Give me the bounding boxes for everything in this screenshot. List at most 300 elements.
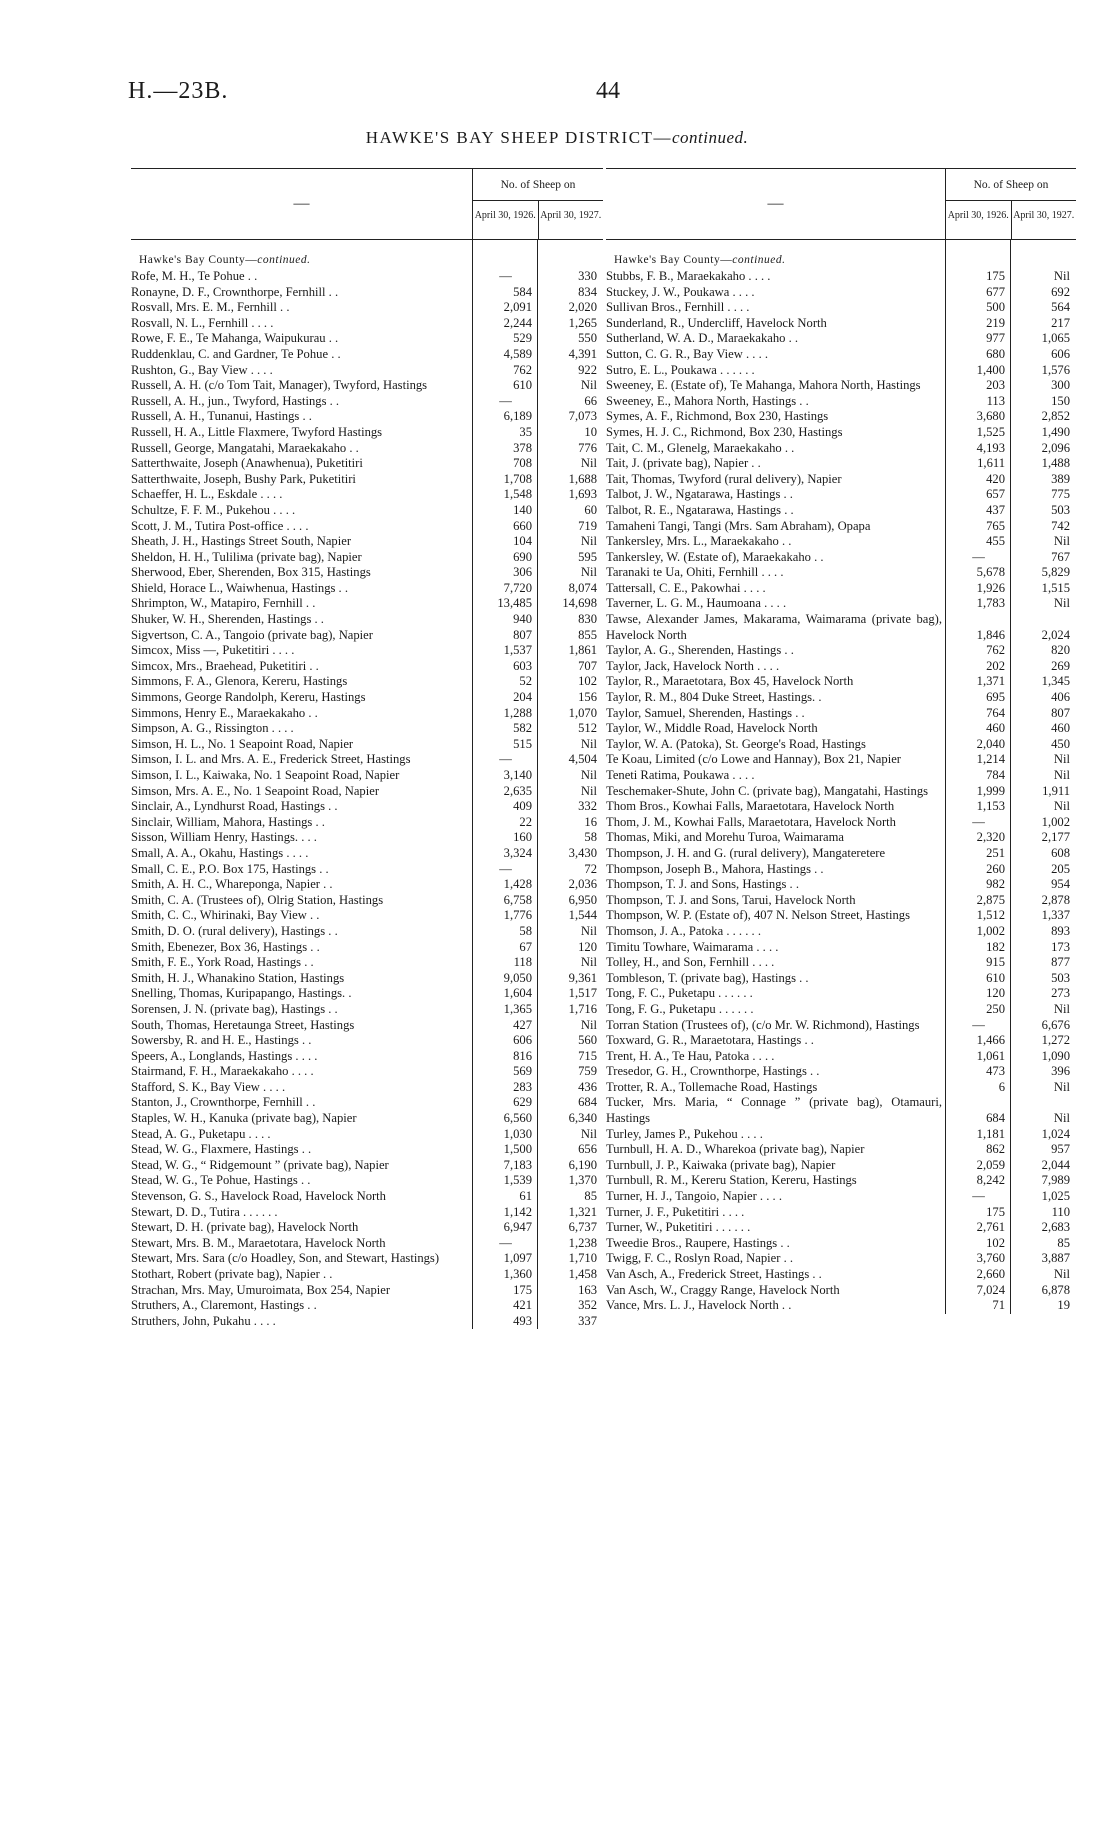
sheep-1927-value: 1,716 — [568, 1001, 597, 1016]
sheep-1926-value: 2,244 — [503, 315, 532, 330]
table-row — [606, 815, 1076, 831]
holder-name-address: Teschemaker-Shute, John C. (private bag), Mangatahi, Hastings — [606, 783, 929, 798]
holder-name-address: Sheath, J. H., Hastings Street South, Napier — [131, 534, 352, 549]
table-row — [131, 924, 603, 940]
holder-name-address: Shuker, W. H., Sherenden, Hastings . . — [131, 612, 324, 627]
holder-name-address: Sullivan Bros., Fernhill . . . . — [606, 300, 750, 315]
holder-name-address: Simmons, Henry E., Maraekakaho . . — [131, 705, 318, 720]
table-row — [606, 1095, 1076, 1126]
table-row — [131, 550, 603, 566]
sheep-1926-value: 610 — [986, 970, 1005, 985]
holder-name-address: Van Asch, W., Craggy Range, Havelock North — [606, 1282, 840, 1297]
sheep-1927-value: 608 — [1051, 845, 1070, 860]
table-row — [131, 347, 603, 363]
table-row — [606, 441, 1076, 457]
sheep-1927-value: 692 — [1051, 284, 1070, 299]
sheep-1926-value: 765 — [986, 518, 1005, 533]
sheep-1927-value: Nil — [580, 1126, 597, 1141]
sheep-1927-value: 656 — [578, 1142, 597, 1157]
table-row — [131, 1220, 603, 1236]
table-row — [606, 596, 1076, 612]
sheep-1927-value: 1,070 — [568, 705, 597, 720]
holder-name-address: Taylor, A. G., Sherenden, Hastings . . — [606, 643, 794, 658]
sheep-1926-value: 4,589 — [503, 346, 532, 361]
sheep-1927-value: Nil — [1053, 534, 1070, 549]
holder-name-address: Turner, H. J., Tangoio, Napier . . . . — [606, 1189, 782, 1204]
table-row — [606, 1251, 1076, 1267]
table-row — [606, 394, 1076, 410]
sheep-1927-value: 957 — [1051, 1142, 1070, 1157]
holder-name-address: Sutro, E. L., Poukawa . . . . . . — [606, 362, 755, 377]
holder-name-address: Schultze, F. F. M., Pukehou . . . . — [131, 502, 296, 517]
holder-name-address: Smith, C. A. (Trustees of), Olrig Station, Hastings — [131, 892, 384, 907]
table-row — [131, 1298, 603, 1314]
table-row — [606, 1018, 1076, 1034]
district-title — [0, 128, 1114, 148]
holder-name-address: Turner, J. F., Puketitiri . . . . — [606, 1204, 745, 1219]
holder-name-address: Trent, H. A., Te Hau, Patoka . . . . — [606, 1048, 775, 1063]
holder-name-address: Tweedie Bros., Raupere, Hastings . . — [606, 1235, 790, 1250]
sheep-1926-value: 1,061 — [976, 1048, 1005, 1063]
table-row — [131, 830, 603, 846]
table-row — [131, 643, 603, 659]
table-header — [131, 168, 603, 240]
holder-name-address: Russell, George, Mangatahi, Maraekakaho . . — [131, 440, 359, 455]
sheep-1926-value: 1,512 — [976, 908, 1005, 923]
table-header — [606, 168, 1076, 240]
sheep-1926-value: 3,140 — [503, 768, 532, 782]
holder-name-address: Rowe, F. E., Te Mahanga, Waipukurau . . — [131, 331, 339, 346]
table-row — [606, 1283, 1076, 1299]
sheep-1926-value: 7,024 — [976, 1282, 1005, 1297]
table-row — [606, 908, 1076, 924]
sheep-1926-value: 1,783 — [976, 596, 1005, 611]
sheep-1926-value: 695 — [986, 690, 1005, 705]
holder-name-address: Snelling, Thomas, Kuripapango, Hastings. . — [131, 986, 352, 1001]
sheep-1927-value: 436 — [578, 1079, 597, 1094]
year-1927-header: April 30, 1927. — [540, 210, 602, 221]
sheep-1927-value: 2,878 — [1041, 892, 1070, 907]
sheep-1927-value: 1,488 — [1041, 456, 1070, 471]
sheep-1926-value: 204 — [513, 690, 532, 705]
sheep-1927-value: 205 — [1051, 861, 1070, 876]
holder-name-address: Turner, W., Puketitiri . . . . . . — [606, 1220, 751, 1235]
sheep-1926-value: 1,214 — [976, 752, 1005, 767]
sheep-1926-value: 437 — [986, 502, 1005, 517]
sheep-1927-value: Nil — [580, 534, 597, 549]
holder-name-address: Tankersley, W. (Estate of), Maraekakaho . . — [606, 549, 824, 564]
holder-name-address: Stead, W. G., Te Pohue, Hastings . . — [131, 1173, 311, 1188]
sheep-1927-value: 66 — [584, 393, 597, 408]
table-row — [131, 1049, 603, 1065]
sheep-1926-value: 120 — [986, 986, 1005, 1001]
sheep-1926-value: 1,776 — [503, 908, 532, 923]
holder-name-address: Simmons, George Randolph, Kereru, Hastings — [131, 690, 366, 705]
left-column-table — [131, 168, 603, 1329]
holder-name-address: Smith, D. O. (rural delivery), Hastings . . — [131, 923, 338, 938]
table-row — [131, 1189, 603, 1205]
table-row — [131, 519, 603, 535]
table-body — [606, 240, 1076, 1314]
district-title-continued: continued. — [671, 128, 749, 147]
table-row — [131, 815, 603, 831]
holder-name-address: Sigvertson, C. A., Tangoio (private bag), Napier — [131, 627, 373, 642]
table-row — [606, 378, 1076, 394]
holder-name-address: Sheldon, H. H., Tuliliма (private bag), Napier — [131, 549, 362, 564]
table-row — [131, 1158, 603, 1174]
sheep-1927-value: 1,321 — [568, 1204, 597, 1219]
sheep-1927-value: 1,490 — [1041, 424, 1070, 439]
sheep-1927-value: 512 — [578, 721, 597, 736]
sheep-1927-value: 4,391 — [568, 346, 597, 361]
holder-name-address: Russell, A. H., jun., Twyford, Hastings . . — [131, 393, 340, 408]
sheep-1926-value: 2,059 — [976, 1157, 1005, 1172]
document-reference: H.—23B. — [128, 78, 229, 104]
holder-name-address: Sweeney, E. (Estate of), Te Mahanga, Mahora North, Hastings — [606, 378, 921, 393]
sheep-1927-value: 560 — [578, 1033, 597, 1048]
sheep-1927-value: 85 — [1057, 1235, 1070, 1250]
sheep-1926-value: 807 — [513, 627, 532, 642]
holder-name-address: Smith, F. E., York Road, Hastings . . — [131, 955, 314, 970]
sheep-1927-value: 273 — [1051, 986, 1070, 1001]
table-row — [131, 659, 603, 675]
sheep-1927-value: 19 — [1057, 1298, 1070, 1313]
holder-name-address: Shield, Horace L., Waiwhenua, Hastings . . — [131, 580, 348, 595]
holder-name-address: Simson, I. L. and Mrs. A. E., Frederick Street, Hastings — [131, 752, 411, 767]
sheep-1927-value: 9,361 — [568, 970, 597, 985]
sheep-1927-value: 830 — [578, 612, 597, 627]
sheep-1927-value: 684 — [578, 1095, 597, 1110]
table-row — [606, 487, 1076, 503]
sheep-1927-value: 1,272 — [1041, 1033, 1070, 1048]
table-row — [606, 409, 1076, 425]
sheep-count-header — [946, 169, 1076, 239]
holder-name-address: Taylor, Jack, Havelock North . . . . — [606, 658, 780, 673]
holder-name-address: Sinclair, William, Mahora, Hastings . . — [131, 814, 325, 829]
holder-name-address: Tombleson, T. (private bag), Hastings . . — [606, 970, 809, 985]
holder-name-address: Simcox, Miss —, Puketitiri . . . . — [131, 643, 295, 658]
table-row — [606, 1142, 1076, 1158]
sheep-1927-value: Nil — [580, 736, 597, 751]
year-1926-header: April 30, 1926. — [946, 201, 1012, 239]
sheep-1926-value: 1,999 — [976, 783, 1005, 798]
sheep-1927-value: 14,698 — [562, 596, 597, 611]
sheep-1927-value: 606 — [1051, 346, 1070, 361]
sheep-1927-value: 1,090 — [1041, 1048, 1070, 1063]
name-column-header: — — [131, 169, 473, 239]
table-row — [606, 503, 1076, 519]
sheep-1927-value: 1,517 — [568, 986, 597, 1001]
sheep-1927-value: 1,370 — [568, 1173, 597, 1188]
sheep-1926-value: 260 — [986, 861, 1005, 876]
year-1926-header: April 30, 1926. — [473, 201, 539, 239]
table-row — [131, 1205, 603, 1221]
table-row — [131, 581, 603, 597]
sheep-1927-value: 337 — [578, 1313, 597, 1328]
holder-name-address: Thompson, W. P. (Estate of), 407 N. Nelson Street, Hastings — [606, 908, 910, 923]
sheep-1927-value: 352 — [578, 1298, 597, 1313]
sheep-1927-value: 7,073 — [568, 409, 597, 424]
holder-name-address: Stewart, Mrs. Sara (c/o Hoadley, Son, and Stewart, Hastings) — [131, 1251, 440, 1266]
table-row — [606, 565, 1076, 581]
table-row — [131, 674, 603, 690]
table-row — [131, 456, 603, 472]
sheep-1927-value: 6,190 — [568, 1157, 597, 1172]
sheep-1927-value: 1,710 — [568, 1251, 597, 1266]
table-row — [606, 986, 1076, 1002]
sheep-1927-value: 550 — [578, 331, 597, 346]
holder-name-address: Taylor, W. A. (Patoka), St. George's Road, Hastings — [606, 736, 866, 751]
sheep-1927-value: 893 — [1051, 923, 1070, 938]
sheep-1927-value: 8,074 — [568, 580, 597, 595]
table-row — [606, 1173, 1076, 1189]
sheep-1926-value: 493 — [513, 1313, 532, 1328]
holder-name-address: Tait, Thomas, Twyford (rural delivery), Napier — [606, 471, 842, 486]
county-heading — [131, 252, 603, 269]
table-row — [606, 550, 1076, 566]
sheep-1927-value: 719 — [578, 518, 597, 533]
page-number: 44 — [596, 78, 620, 104]
sheep-1927-value: Nil — [1053, 752, 1070, 767]
table-row — [131, 628, 603, 644]
holder-name-address: Talbot, J. W., Ngatarawa, Hastings . . — [606, 487, 793, 502]
sheep-1927-value: 6,950 — [568, 892, 597, 907]
table-row — [131, 1142, 603, 1158]
holder-name-address: Smith, H. J., Whanakino Station, Hastings — [131, 970, 345, 985]
holder-name-address: Smith, A. H. C., Whareponga, Napier . . — [131, 877, 333, 892]
sheep-1927-value: Nil — [1053, 1001, 1070, 1016]
table-row — [606, 1080, 1076, 1096]
table-row — [131, 1033, 603, 1049]
sheep-1926-value: 2,635 — [503, 783, 532, 798]
sheep-1927-value: Nil — [580, 565, 597, 580]
sheep-1927-value: 595 — [578, 549, 597, 564]
holder-name-address: Stead, W. G., “ Ridgemount ” (private bag), Napier — [131, 1157, 389, 1172]
sheep-1926-value: 61 — [519, 1189, 532, 1204]
table-row — [131, 363, 603, 379]
holder-name-address: Simson, H. L., No. 1 Seapoint Road, Napier — [131, 736, 354, 751]
holder-name-address: Vance, Mrs. L. J., Havelock North . . — [606, 1298, 792, 1313]
sheep-1926-value: 2,660 — [976, 1267, 1005, 1281]
table-row — [131, 1236, 603, 1252]
sheep-1927-value: 776 — [578, 440, 597, 455]
holder-name-address: Tucker, Mrs. Maria, “ Connage ” (private bag), Otamauri, Hastings — [606, 1095, 942, 1126]
sheep-1926-value: — — [972, 1017, 985, 1032]
holder-name-address: Stead, A. G., Puketapu . . . . — [131, 1126, 271, 1141]
holder-name-address: Strachan, Mrs. May, Umuroimata, Box 254, Napier — [131, 1282, 391, 1297]
year-1927-header: April 30, 1927. — [1013, 210, 1075, 221]
holder-name-address: Russell, A. H. (c/o Tom Tait, Manager), Twyford, Hastings — [131, 378, 428, 393]
sheep-1927-value: 60 — [584, 502, 597, 517]
sheep-1926-value: 160 — [513, 830, 532, 845]
holder-name-address: Taylor, W., Middle Road, Havelock North — [606, 721, 818, 736]
sheep-1926-value: 13,485 — [497, 596, 532, 611]
sheep-1927-value: 1,693 — [568, 487, 597, 502]
sheep-1927-value: 1,024 — [1041, 1126, 1070, 1141]
holder-name-address: Timitu Towhare, Waimarama . . . . — [606, 939, 779, 954]
table-row — [606, 799, 1076, 815]
holder-name-address: Sutherland, W. A. D., Maraekakaho . . — [606, 331, 799, 346]
sheep-1926-value: 1,365 — [503, 1001, 532, 1016]
holder-name-address: Thompson, T. J. and Sons, Tarui, Havelock North — [606, 892, 856, 907]
table-row — [131, 752, 603, 768]
sheep-1926-value: 71 — [992, 1298, 1005, 1313]
sheep-1926-value: 762 — [513, 362, 532, 377]
sheep-1927-value: 503 — [1051, 502, 1070, 517]
holder-name-address: Rosvall, N. L., Fernhill . . . . — [131, 315, 274, 330]
table-row — [131, 1095, 603, 1111]
sheep-1926-value: 2,091 — [503, 300, 532, 315]
table-row — [131, 300, 603, 316]
table-row — [606, 955, 1076, 971]
holder-name-address: Sunderland, R., Undercliff, Havelock North — [606, 315, 827, 330]
sheep-1927-value: 396 — [1051, 1064, 1070, 1079]
sheep-1926-value: 1,846 — [976, 627, 1005, 642]
sheep-1927-value: 102 — [578, 674, 597, 689]
sheep-1927-value: 16 — [584, 814, 597, 829]
table-row — [606, 877, 1076, 893]
sheep-1927-value: 1,065 — [1041, 331, 1070, 346]
holder-name-address: Satterthwaite, Joseph, Bushy Park, Puketitiri — [131, 471, 356, 486]
sheep-1927-value: 855 — [578, 627, 597, 642]
sheep-1926-value: 1,537 — [503, 643, 532, 658]
sheep-1926-value: 1,097 — [503, 1251, 532, 1266]
sheep-1927-value: 2,683 — [1041, 1220, 1070, 1235]
table-row — [606, 830, 1076, 846]
sheep-1926-value: 603 — [513, 658, 532, 673]
sheep-1927-value: 2,044 — [1041, 1157, 1070, 1172]
sheep-1926-value: 118 — [513, 955, 532, 970]
sheep-1927-value: 2,852 — [1041, 409, 1070, 424]
table-row — [131, 269, 603, 285]
sheep-1927-value: 922 — [578, 362, 597, 377]
table-row — [131, 1080, 603, 1096]
holder-name-address: Simcox, Mrs., Braehead, Puketitiri . . — [131, 658, 319, 673]
holder-name-address: Smith, Ebenezer, Box 36, Hastings . . — [131, 939, 320, 954]
holder-name-address: Stairmand, F. H., Maraekakaho . . . . — [131, 1064, 314, 1079]
table-row — [131, 955, 603, 971]
table-row — [606, 269, 1076, 285]
holder-name-address: Stewart, D. D., Tutira . . . . . . — [131, 1204, 278, 1219]
table-row — [131, 1064, 603, 1080]
table-row — [606, 924, 1076, 940]
table-row — [606, 456, 1076, 472]
sheep-1927-value: 807 — [1051, 705, 1070, 720]
sheep-1926-value: 708 — [513, 456, 532, 471]
sheep-1927-value: 1,337 — [1041, 908, 1070, 923]
table-row — [606, 472, 1076, 488]
table-row — [606, 1189, 1076, 1205]
sheep-1927-value: 460 — [1051, 721, 1070, 736]
sheep-1927-value: Nil — [1053, 1079, 1070, 1094]
sheep-1927-value: 1,238 — [568, 1235, 597, 1250]
sheep-1926-value: 677 — [986, 284, 1005, 299]
table-row — [131, 893, 603, 909]
sheep-1926-value: 684 — [986, 1111, 1005, 1126]
sheep-1926-value: — — [499, 269, 512, 283]
sheep-1926-value: 22 — [519, 814, 532, 829]
table-row — [606, 862, 1076, 878]
holder-name-address: Symes, H. J. C., Richmond, Box 230, Hastings — [606, 424, 843, 439]
table-row — [606, 893, 1076, 909]
sheep-1926-value: 1,181 — [976, 1126, 1005, 1141]
sheep-1927-value: Nil — [1053, 799, 1070, 814]
county-continued: continued. — [732, 254, 786, 266]
table-row — [606, 519, 1076, 535]
sheep-1926-value: 1,288 — [503, 705, 532, 720]
sheep-1926-value: 610 — [513, 378, 532, 393]
sheep-1926-value: 1,525 — [976, 424, 1005, 439]
sheep-1927-value: Nil — [1053, 596, 1070, 611]
sheep-1927-value: 150 — [1051, 393, 1070, 408]
table-row — [131, 378, 603, 394]
table-row — [606, 331, 1076, 347]
holder-name-address: Russell, H. A., Little Flaxmere, Twyford Hastings — [131, 424, 383, 439]
sheep-1926-value: 940 — [513, 612, 532, 627]
sheep-1926-value: 58 — [519, 923, 532, 938]
holder-name-address: Rushton, G., Bay View . . . . — [131, 362, 273, 377]
sheep-1926-value: — — [499, 752, 512, 767]
sheep-1926-value: 306 — [513, 565, 532, 580]
table-row — [606, 534, 1076, 550]
holder-name-address: Tong, F. C., Puketapu . . . . . . — [606, 986, 753, 1001]
sheep-1927-value: 217 — [1051, 315, 1070, 330]
sheep-1926-value: 657 — [986, 487, 1005, 502]
sheep-1927-value: 1,345 — [1041, 674, 1070, 689]
sheep-1926-value: 455 — [986, 534, 1005, 549]
table-row — [606, 1220, 1076, 1236]
sheep-1927-value: 5,829 — [1041, 565, 1070, 580]
sheep-1927-value: Nil — [580, 456, 597, 471]
sheep-1927-value: 110 — [1051, 1204, 1070, 1219]
holder-name-address: Symes, A. F., Richmond, Box 230, Hastings — [606, 409, 829, 424]
table-row — [131, 1018, 603, 1034]
table-row — [131, 986, 603, 1002]
sheep-1926-value: 35 — [519, 424, 532, 439]
table-row — [131, 472, 603, 488]
table-row — [131, 706, 603, 722]
table-row — [131, 394, 603, 410]
county-heading — [606, 252, 1076, 269]
sheep-1926-value: 690 — [513, 549, 532, 564]
sheep-1927-value: 6,676 — [1041, 1017, 1070, 1032]
holder-name-address: Simson, I. L., Kaiwaka, No. 1 Seapoint Road, Napier — [131, 768, 400, 782]
sheep-1926-value: 6,758 — [503, 892, 532, 907]
table-row — [606, 706, 1076, 722]
sheep-1926-value: 175 — [513, 1282, 532, 1297]
holder-name-address: Stewart, D. H. (private bag), Havelock North — [131, 1220, 359, 1235]
county-name: Hawke's Bay County— — [614, 254, 733, 266]
table-row — [131, 1251, 603, 1267]
holder-name-address: Sweeney, E., Mahora North, Hastings . . — [606, 393, 809, 408]
holder-name-address: Thomas, Miki, and Morehu Turoa, Waimarama — [606, 830, 845, 845]
holder-name-address: Rofe, M. H., Te Pohue . . — [131, 269, 258, 283]
sheep-1926-value: 420 — [986, 471, 1005, 486]
sheep-1927-value: 450 — [1051, 736, 1070, 751]
table-row — [606, 674, 1076, 690]
sheep-1927-value: 120 — [578, 939, 597, 954]
holder-name-address: Toxward, G. R., Maraetotara, Hastings . . — [606, 1033, 814, 1048]
table-row — [131, 1283, 603, 1299]
sheep-1926-value: 582 — [513, 721, 532, 736]
sheep-1927-value: 58 — [584, 830, 597, 845]
holder-name-address: Speers, A., Longlands, Hastings . . . . — [131, 1048, 318, 1063]
sheep-1926-value: 427 — [513, 1017, 532, 1032]
sheep-1927-value: 406 — [1051, 690, 1070, 705]
holder-name-address: Torran Station (Trustees of), (c/o Mr. W. Richmond), Hastings — [606, 1017, 920, 1032]
sheep-1926-value: 1,708 — [503, 471, 532, 486]
holder-name-address: Tolley, H., and Son, Fernhill . . . . — [606, 955, 775, 970]
